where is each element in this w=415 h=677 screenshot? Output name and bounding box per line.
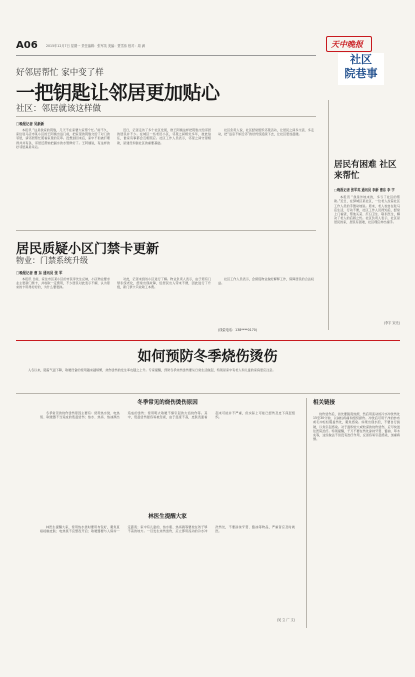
lead-subhead: 社区：邻居就该这样做 bbox=[16, 104, 102, 114]
lead-paragraph: 本报讯 “这是我家的钥匙，几天不在家要大家帮个忙。”前不久，家住驻马店市某小区的王阿姨出远门前，把家里的钥匙交给了对门的邻居，请邻居帮忙照看家里的花草。没想到回来后，家中不但被打理得井井有条，邻居还帮她把漏水的水管修好了。王阿姨说，有这样的好邻居真是幸运。 bbox=[16, 128, 110, 149]
lead-column-3 bbox=[218, 128, 314, 223]
feature-paragraph: 冬季常见的烧伤烫伤原因主要有：使用热水袋、电热毯、取暖器不当造成的低温烫伤；热水、热汤、热油溅出造成的烫伤；使用明火取暖不慎引起的火焰烧伤等。其中，低温烫伤最容易被忽视，由于温度不高，皮肤表面看起来可能并不严重，但实际上可能已经伤及皮下深层组织。 bbox=[40, 411, 295, 420]
sidebar-headline: 居民有困难 社区来帮忙 bbox=[334, 160, 397, 181]
related-title: 相关链接 bbox=[313, 400, 336, 406]
feature-intro-paragraph: 入冬以来，随着气温下降，取暖设备的使用越来越频繁，烧伤烫伤的发生率也随之上升。专家提醒，预防冬季烧伤烫伤要从日常生活做起，特别是家中有老人和儿童的家庭更应注意。 bbox=[28, 368, 276, 372]
second-headline: 居民质疑小区门禁卡更新 bbox=[16, 242, 160, 257]
feature-paragraph: 林医生提醒大家，使用热水袋时要用布包好，避免直接接触皮肤；电热毯不宜整夜开启；取暖器要与人保持一定距离；家中有儿童的，热水瓶、热汤碗等要放在孩子够不着的地方。一旦发生烧伤烫伤，应立即用流动的冷水冲洗伤处，不要涂抹牙膏、酱油等物品，严重者应及时就医。 bbox=[40, 525, 295, 534]
related-box bbox=[306, 398, 400, 628]
second-byline: □晚报记者 曹 东 通讯员 张 军 bbox=[16, 271, 63, 275]
sidebar-body bbox=[334, 195, 400, 320]
second-story bbox=[16, 238, 316, 336]
sidebar-story bbox=[334, 160, 400, 330]
second-paragraph: 对此，记者来到该小区进行了解。物业负责人表示，由于原有门禁系统老化，经常出现故障，给居民出入带来不便，因此进行了升级，新门禁卡只收取工本费。 bbox=[117, 277, 211, 290]
feature-credit: (吴 立 广 文) bbox=[276, 618, 295, 622]
feature-section-1 bbox=[40, 398, 295, 508]
second-subhead: 物业：门禁系统升级 bbox=[16, 256, 88, 265]
second-hotline: (线索电话：138****0170) bbox=[218, 328, 257, 332]
section-title-line-2: 院巷事 bbox=[344, 67, 378, 80]
related-paragraph: 烧伤烫伤后，首先要脱离热源，然后用流动的冷水冲洗伤处15至30分钟，以减轻疼痛和组织损伤。冲洗后可用干净的纱布或毛巾轻轻覆盖伤处，避免感染。如果出现水泡，不要自行挑破，以免引起感染。对于面积较大或较深的烧伤烫伤，应尽快送往医院治疗。特别提醒，千万不要在伤处涂抹牙膏、酱油、草木灰等，这些做法不但没有治疗作用，反而容易引起感染，加重病情。 bbox=[313, 412, 400, 442]
feature-section-title: 冬季常见的烧伤烫伤原因 bbox=[137, 400, 198, 406]
lead-column-1 bbox=[16, 128, 110, 223]
lead-story bbox=[16, 66, 316, 226]
feature-intro bbox=[22, 368, 394, 390]
lead-column-2 bbox=[117, 128, 211, 223]
brand-logo: 天中晚报 bbox=[331, 40, 363, 49]
section-title-line-1: 社区 bbox=[350, 53, 372, 66]
sidebar-credit: (李宇 宋光) bbox=[383, 321, 400, 326]
masthead-badge bbox=[326, 36, 372, 52]
feature-headline: 如何预防冬季烧伤烫伤 bbox=[137, 349, 278, 365]
page-number: A06 bbox=[16, 40, 38, 51]
feature-section-2 bbox=[40, 512, 295, 627]
feature-section-body bbox=[40, 525, 295, 615]
lead-headline: 一把钥匙让邻居更加贴心 bbox=[16, 82, 220, 104]
feature-section-body bbox=[40, 411, 295, 506]
lead-kicker: 好邻居帮忙 家中变了样 bbox=[16, 68, 104, 78]
lead-paragraph: 近日，记者走访了多个社区发现，像王阿姨这样把钥匙交给邻居的居民并不少。在城区一些老旧小区，邻里之间相处多年，彼此信任，谁家有事都会互相照应。社区工作人员表示，邻里之间守望相助，是建设和谐社区的重要基础。 bbox=[117, 128, 211, 145]
lead-byline: □晚报记者 吴新新 bbox=[16, 122, 45, 126]
second-column-1 bbox=[16, 277, 110, 333]
second-column-3 bbox=[218, 277, 314, 325]
second-column-2 bbox=[117, 277, 211, 333]
lead-paragraph: 社区负责人说，社区经常组织邻里活动，让居民之间多交流、多走动，把“远亲不如近邻”的好传统延续下去，让社区更加温暖。 bbox=[218, 128, 314, 137]
feature-section-title: 林医生提醒大家 bbox=[148, 514, 187, 520]
section-title bbox=[338, 53, 384, 85]
second-paragraph: 社区工作人员表示，会督促物业做好解释工作，保障居民的合法权益。 bbox=[218, 277, 314, 286]
date-line: 2015年12月7日 星期一 责任编辑：张军英 美编：贾雪伟 校对：周 满 bbox=[46, 44, 145, 48]
sidebar-byline: □晚报记者 张军英 通讯员 李新 曹东 李 宇 bbox=[334, 188, 395, 192]
related-body bbox=[313, 412, 400, 612]
second-paragraph: 本报讯 日前，家住市区某小区的市民李先生反映，小区物业要求业主更新门禁卡，并收取一定费用，不少居民对此表示不解，认为原来的卡用得好好的，为什么要更换。 bbox=[16, 277, 110, 290]
sidebar-paragraph: 本报讯 “我是外地来的，多亏了社区的帮助。”近日，在驿城区某社区，一位老人拉着社区工作人员的手激动地说。原来，老人独自在驻马店生活，行动不便，社区工作人员得知后，经常上门看望，帮他买菜、打扫卫生、联系医生，解决了老人的后顾之忧。社区负责人表示，社区是居民的家，居民有困难，社区理应伸出援手。 bbox=[334, 195, 400, 225]
